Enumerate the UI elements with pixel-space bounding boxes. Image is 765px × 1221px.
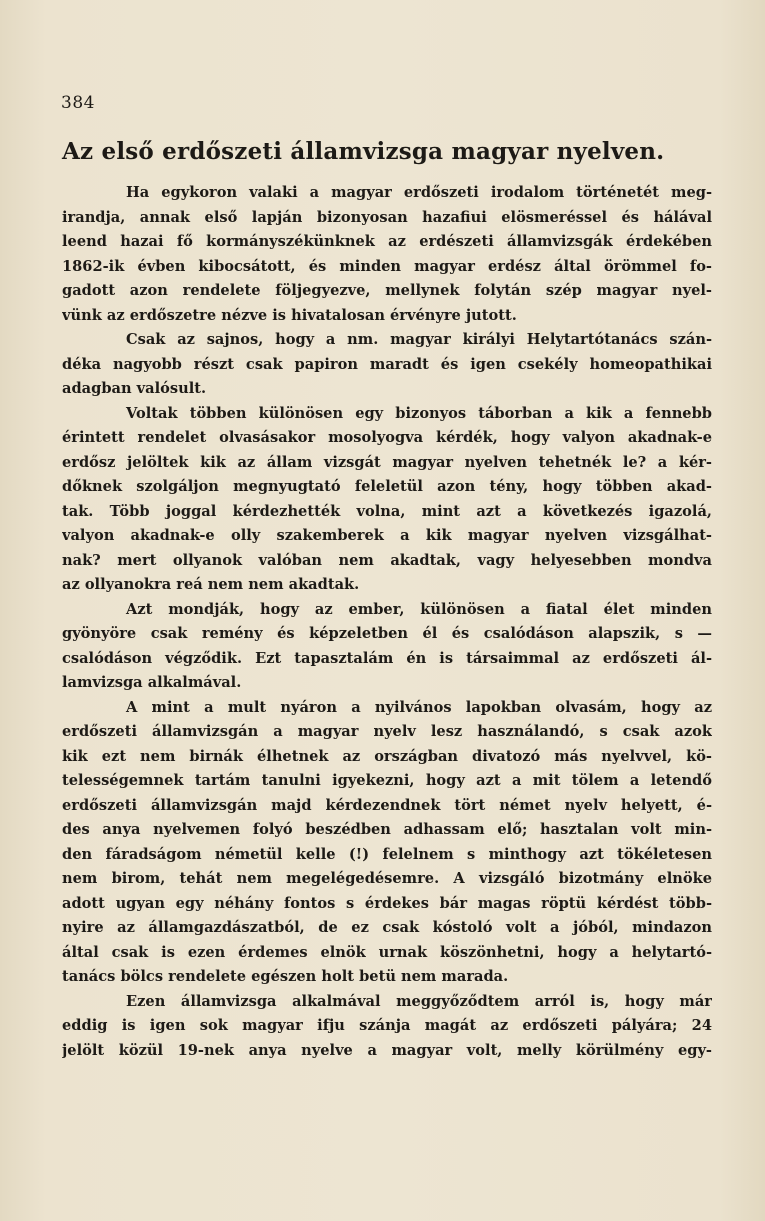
text-line: déka nagyobb részt csak papiron maradt és igen csekély homeopathikai	[62, 355, 712, 373]
text-line: vünk az erdőszetre nézve is hivatalosan érvényre jutott.	[62, 306, 517, 324]
text-line: telességemnek tartám tanulni igyekezni, hogy azt a mit tölem a letendő	[62, 772, 712, 789]
text-line: tak. Több joggal kérdezhették volna, mint azt a következés igazolá,	[62, 502, 712, 520]
text-line: Voltak többen különösen egy bizonyos táborban a kik a fennebb	[126, 404, 712, 422]
text-line: jelölt közül 19-nek anya nyelve a magyar volt, melly körülmény egy-	[62, 1041, 712, 1059]
text-line: érintett rendelet olvasásakor mosolyogva kérdék, hogy valyon akadnak-e	[62, 429, 712, 446]
text-line: csalódáson végződik. Ezt tapasztalám én is társaimmal az erdőszeti ál-	[62, 649, 712, 667]
text-line: nak? mert ollyanok valóban nem akadtak, vagy helyesebben mondva	[62, 551, 712, 569]
text-line: den fáradságom németül kelle (!) felelnem s minthogy azt tökéletesen	[62, 845, 712, 863]
text-line: valyon akadnak-e olly szakemberek a kik magyar nyelven vizsgálhat-	[62, 527, 712, 544]
text-line: nyire az államgazdászatból, de ez csak kóstoló volt a jóból, mindazon	[62, 919, 712, 936]
text-line: eddig is igen sok magyar ifju szánja magát az erdőszeti pályára; 24	[62, 1017, 712, 1034]
text-line: leend hazai fő kormányszékünknek az erdészeti államvizsgák érdekében	[62, 233, 712, 250]
text-line: erdősz jelöltek kik az állam vizsgát magyar nyelven tehetnék le? a kér-	[62, 453, 712, 471]
text-line: adott ugyan egy néhány fontos s érdekes bár magas röptü kérdést több-	[62, 894, 712, 912]
article-body	[62, 181, 712, 1063]
text-line: kik ezt nem birnák élhetnek az országban divatozó más nyelvvel, kö-	[62, 747, 712, 765]
text-line: által csak is ezen érdemes elnök urnak köszönhetni, hogy a helytartó-	[62, 943, 712, 961]
text-line: adagban valósult.	[62, 380, 207, 397]
text-line: nem birom, tehát nem megelégedésemre. A vizsgáló bizotmány elnöke	[62, 870, 712, 887]
text-line: A mint a mult nyáron a nyilvános lapokban olvasám, hogy az	[126, 698, 712, 716]
text-line: des anya nyelvemen folyó beszédben adhassam elő; hasztalan volt min-	[62, 821, 712, 838]
text-line: 1862-ik évben kibocsátott, és minden magyar erdész által örömmel fo-	[62, 257, 712, 275]
text-line: gadott azon rendelete följegyezve, mellynek folytán szép magyar nyel-	[62, 282, 712, 299]
text-line: gyönyöre csak remény és képzeletben él és csalódáson alapszik, s —	[62, 625, 712, 642]
text-line: lamvizsga alkalmával.	[62, 674, 242, 691]
text-line: erdőszeti államvizsgán majd kérdezendnek tört német nyelv helyett, é-	[62, 796, 712, 814]
page-number: 384	[61, 93, 95, 113]
text-line: Ezen államvizsga alkalmával meggyőződtem arról is, hogy már	[126, 992, 712, 1010]
text-line: erdőszeti államvizsgán a magyar nyelv lesz használandó, s csak azok	[62, 723, 712, 740]
article-title: Az első erdőszeti államvizsga magyar nyelven.	[62, 138, 665, 165]
text-line: az ollyanokra reá nem nem akadtak.	[62, 576, 360, 593]
text-line: Csak az sajnos, hogy a nm. magyar királyi Helytartótanács szán-	[126, 331, 712, 348]
text-line: Azt mondják, hogy az ember, különösen a fiatal élet minden	[126, 600, 712, 618]
text-line: tanács bölcs rendelete egészen holt betü nem marada.	[62, 968, 509, 985]
text-line: irandja, annak első lapján bizonyosan hazafiui elösmeréssel és hálával	[62, 208, 712, 226]
text-line: dőknek szolgáljon megnyugtató feleletül azon tény, hogy többen akad-	[62, 478, 712, 495]
text-line: Ha egykoron valaki a magyar erdőszeti irodalom történetét meg-	[126, 184, 712, 201]
